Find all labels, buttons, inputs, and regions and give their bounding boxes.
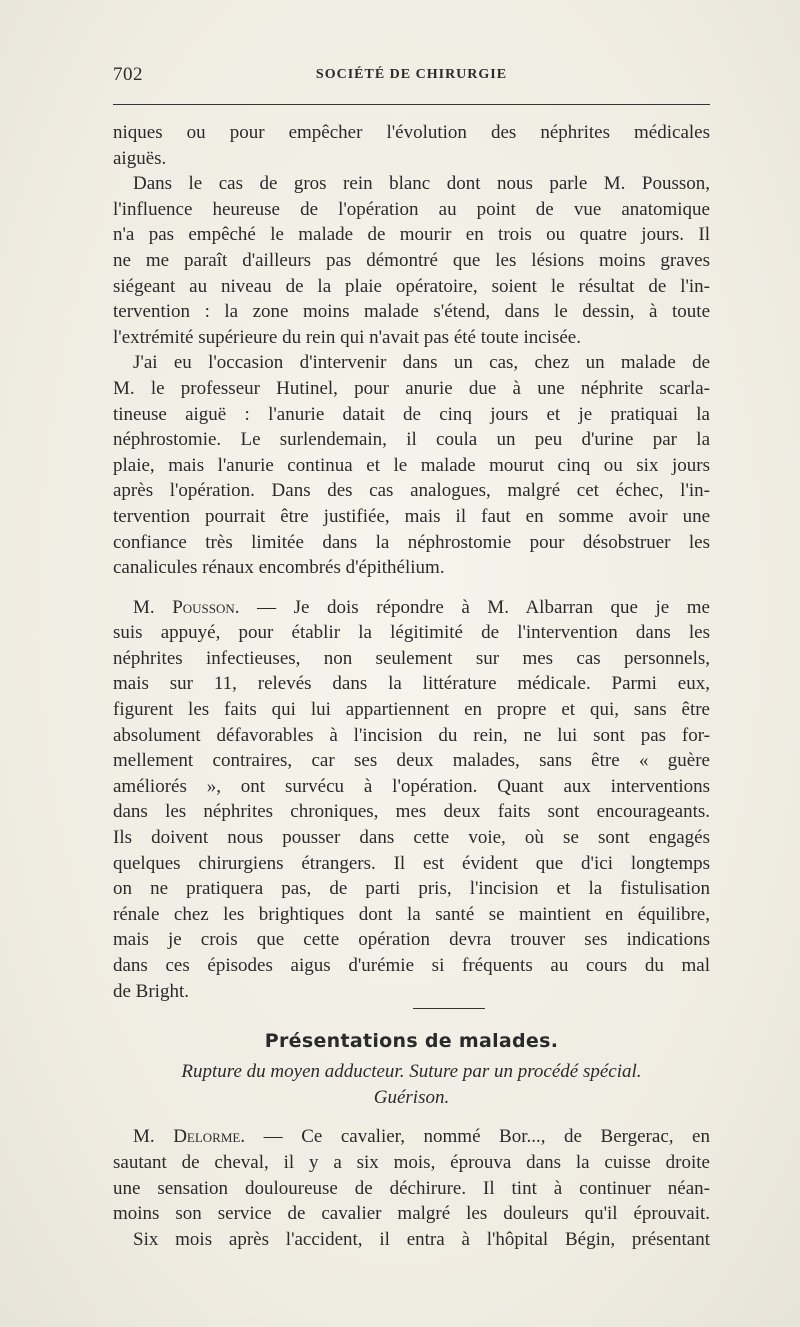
text-line: dans ces épisodes aigus d'urémie si fréquents au cours du mal [113, 955, 710, 976]
text-line: aiguës. [113, 147, 167, 169]
text-line: confiance très limitée dans la néphrostomie pour désobstruer les [113, 531, 710, 553]
text-line: rénale chez les brightiques dont la santé se maintient en équilibre, [113, 903, 710, 925]
text-line: après l'opération. Dans des cas analogues, malgré cet échec, l'in- [113, 480, 710, 502]
text-line: canalicules rénaux encombrés d'épithélium. [113, 557, 445, 579]
text-line: moins son service de cavalier malgré les douleurs qu'il éprouvait. [113, 1203, 710, 1225]
text-line: absolument défavorables à l'incision du rein, ne lui sont pas for- [113, 724, 710, 746]
text-line [113, 595, 710, 621]
section-subtitle: Guérison. [373, 1086, 450, 1108]
text-line: mellement contraires, car ses deux malades, sans être « guère [113, 750, 710, 772]
text-line: Six mois après l'accident, il entra à l'hôpital Bégin, présentant [133, 1228, 710, 1250]
text-column [113, 120, 710, 1252]
paragraph [113, 350, 710, 580]
text-line: quelques chirurgiens étrangers. Il est évident que d'ici longtemps [113, 852, 710, 874]
text-line: mais je crois que cette opération devra trouver ses indications [113, 929, 710, 951]
text-line: néphrites infectieuses, non seulement sur mes cas personnels, [113, 647, 710, 669]
text-line: l'extrémité supérieure du rein qui n'avait pas été toute incisée. [113, 326, 581, 348]
text-line: l'influence heureuse de l'opération au point de vue anatomique [113, 198, 710, 220]
header-rule [113, 104, 710, 105]
text-line: on ne pratiquera pas, de parti pris, l'incision et la fistulisation [113, 878, 710, 900]
page-header [113, 64, 710, 88]
paragraph [113, 595, 710, 1005]
text-line: siégeant au niveau de la plaie opératoire, soient le résultat de l'in- [113, 275, 710, 297]
section-title: Présentations de malades. [264, 1030, 559, 1053]
text-line: suis appuyé, pour établir la légitimité de l'intervention dans les [113, 622, 710, 644]
text-line: dans les néphrites chroniques, mes deux faits sont encourageants. [113, 801, 710, 823]
speaker-name: M. Delorme. [133, 1126, 246, 1148]
paragraph-gap [113, 1110, 710, 1124]
paragraph-gap [113, 581, 710, 595]
text-span: — Je dois répondre à M. Albarran que je me [239, 596, 710, 618]
separator-rule [413, 1008, 485, 1009]
text-line: M. le professeur Hutinel, pour anurie due à une néphrite scarla- [113, 377, 710, 399]
section-subtitle: Rupture du moyen adducteur. Suture par un procédé spécial. [181, 1061, 642, 1083]
paragraph [113, 171, 710, 350]
speaker-name: M. Pousson. [133, 596, 240, 618]
text-line: figurent les faits qui lui appartiennent en propre et qui, sans être [113, 699, 710, 721]
text-line: Dans le cas de gros rein blanc dont nous parle M. Pousson, [133, 173, 710, 195]
text-line: mais sur 11, relevés dans la littérature médicale. Parmi eux, [113, 673, 710, 695]
text-line: Ils doivent nous pousser dans cette voie, où se sont engagés [113, 827, 710, 849]
text-line: améliorés », ont survécu à l'opération. Quant aux interventions [113, 775, 710, 797]
paragraph [113, 120, 710, 171]
text-line: néphrostomie. Le surlendemain, il coula un peu d'urine par la [113, 429, 710, 451]
text-line: tineuse aiguë : l'anurie datait de cinq jours et je pratiquai la [113, 403, 710, 425]
text-line: niques ou pour empêcher l'évolution des néphrites médicales [113, 122, 710, 143]
text-line: une sensation douloureuse de déchirure. Il tint à continuer néan- [113, 1177, 710, 1199]
text-line: tervention : la zone moins malade s'étend, dans le dessin, à toute [113, 301, 710, 323]
paragraph [113, 1124, 710, 1252]
text-span: — Ce cavalier, nommé Bor..., de Bergerac, en [245, 1126, 710, 1148]
running-title: SOCIÉTÉ DE CHIRURGIE [315, 67, 508, 82]
text-line [113, 1124, 710, 1150]
text-line: sautant de cheval, il y a six mois, éprouva dans la cuisse droite [113, 1151, 710, 1173]
page-number: 702 [113, 64, 143, 85]
text-line: de Bright. [113, 980, 189, 1002]
text-line: tervention pourrait être justifiée, mais il faut en somme avoir une [113, 505, 710, 527]
text-line: n'a pas empêché le malade de mourir en trois ou quatre jours. Il [113, 224, 710, 246]
text-line: plaie, mais l'anurie continua et le malade mourut cinq ou six jours [113, 454, 710, 476]
text-line: ne me paraît d'ailleurs pas démontré que les lésions moins graves [113, 249, 710, 271]
text-line: J'ai eu l'occasion d'intervenir dans un cas, chez un malade de [133, 352, 710, 374]
